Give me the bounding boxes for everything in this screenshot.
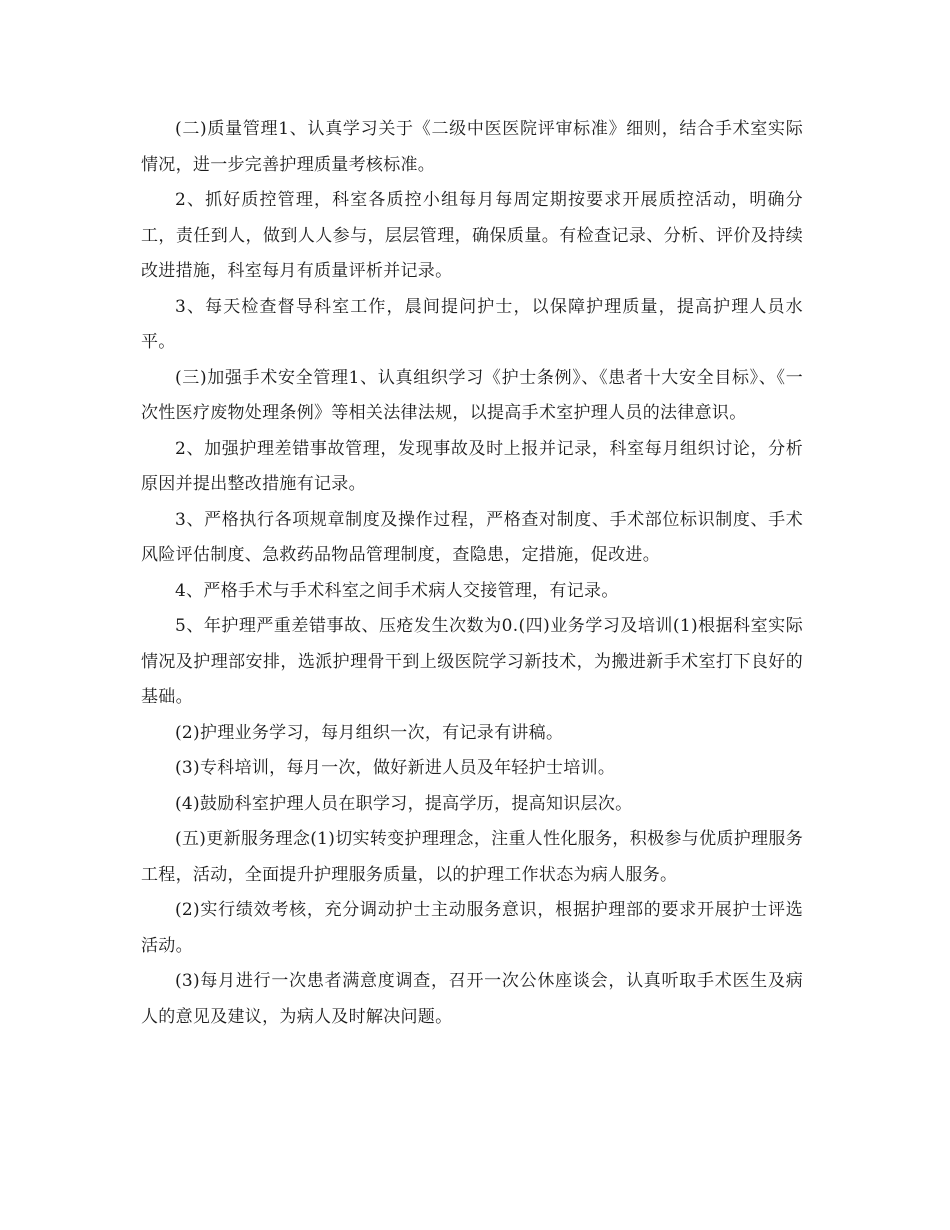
paragraph-quality-management: (二)质量管理1、认真学习关于《二级中医医院评审标准》细则，结合手术室实际情况，进一步完善护理质量考核标准。	[141, 119, 803, 175]
paragraph-training: 5、年护理严重差错事故、压疮发生次数为0.(四)业务学习及培训(1)根据科室实际情况及护理部安排，选派护理骨干到上级医院学习新技术，为搬进新手术室打下良好的基础。	[141, 616, 803, 707]
paragraph-error-management: 2、加强护理差错事故管理，发现事故及时上报并记录，科室每月组织讨论，分析原因并提出整改措施有记录。	[141, 438, 803, 494]
paragraph-study-monthly: (2)护理业务学习，每月组织一次，有记录有讲稿。	[175, 722, 564, 743]
paragraph-satisfaction-survey: (3)每月进行一次患者满意度调查，召开一次公休座谈会，认真听取手术医生及病人的意见及建议，为病人及时解决问题。	[141, 971, 803, 1027]
paragraph-performance-review: (2)实行绩效考核，充分调动护士主动服务意识，根据护理部的要求开展护士评选活动。	[141, 900, 803, 956]
paragraph-regulations: 3、严格执行各项规章制度及操作过程，严格查对制度、手术部位标识制度、手术风险评估制度、急救药品物品管理制度，查隐患，定措施，促改进。	[141, 509, 803, 565]
paragraph-daily-inspection: 3、每天检查督导科室工作，晨间提问护士，以保障护理质量，提高护理人员水平。	[141, 296, 803, 352]
paragraph-patient-handover: 4、严格手术与手术科室之间手术病人交接管理，有记录。	[175, 580, 619, 601]
paragraph-surgical-safety: (三)加强手术安全管理1、认真组织学习《护士条例》、《患者十大安全目标》、《一次性医疗废物处理条例》等相关法律法规，以提高手术室护理人员的法律意识。	[141, 367, 803, 423]
paragraph-service-concept: (五)更新服务理念(1)切实转变护理理念，注重人性化服务，积极参与优质护理服务工程，活动，全面提升护理服务质量，以的护理工作状态为病人服务。	[141, 829, 803, 885]
paragraph-specialty-training: (3)专科培训，每月一次，做好新进人员及年轻护士培训。	[175, 758, 616, 778]
paragraph-quality-control: 2、抓好质控管理，科室各质控小组每月每周定期按要求开展质控活动，明确分工，责任到人，做到人人参与，层层管理，确保质量。有检查记录、分析、评价及持续改进措施，科室每月有质量评析并记录。	[141, 190, 803, 281]
document-body	[141, 112, 803, 1035]
paragraph-further-study: (4)鼓励科室护理人员在职学习，提高学历，提高知识层次。	[175, 793, 633, 814]
